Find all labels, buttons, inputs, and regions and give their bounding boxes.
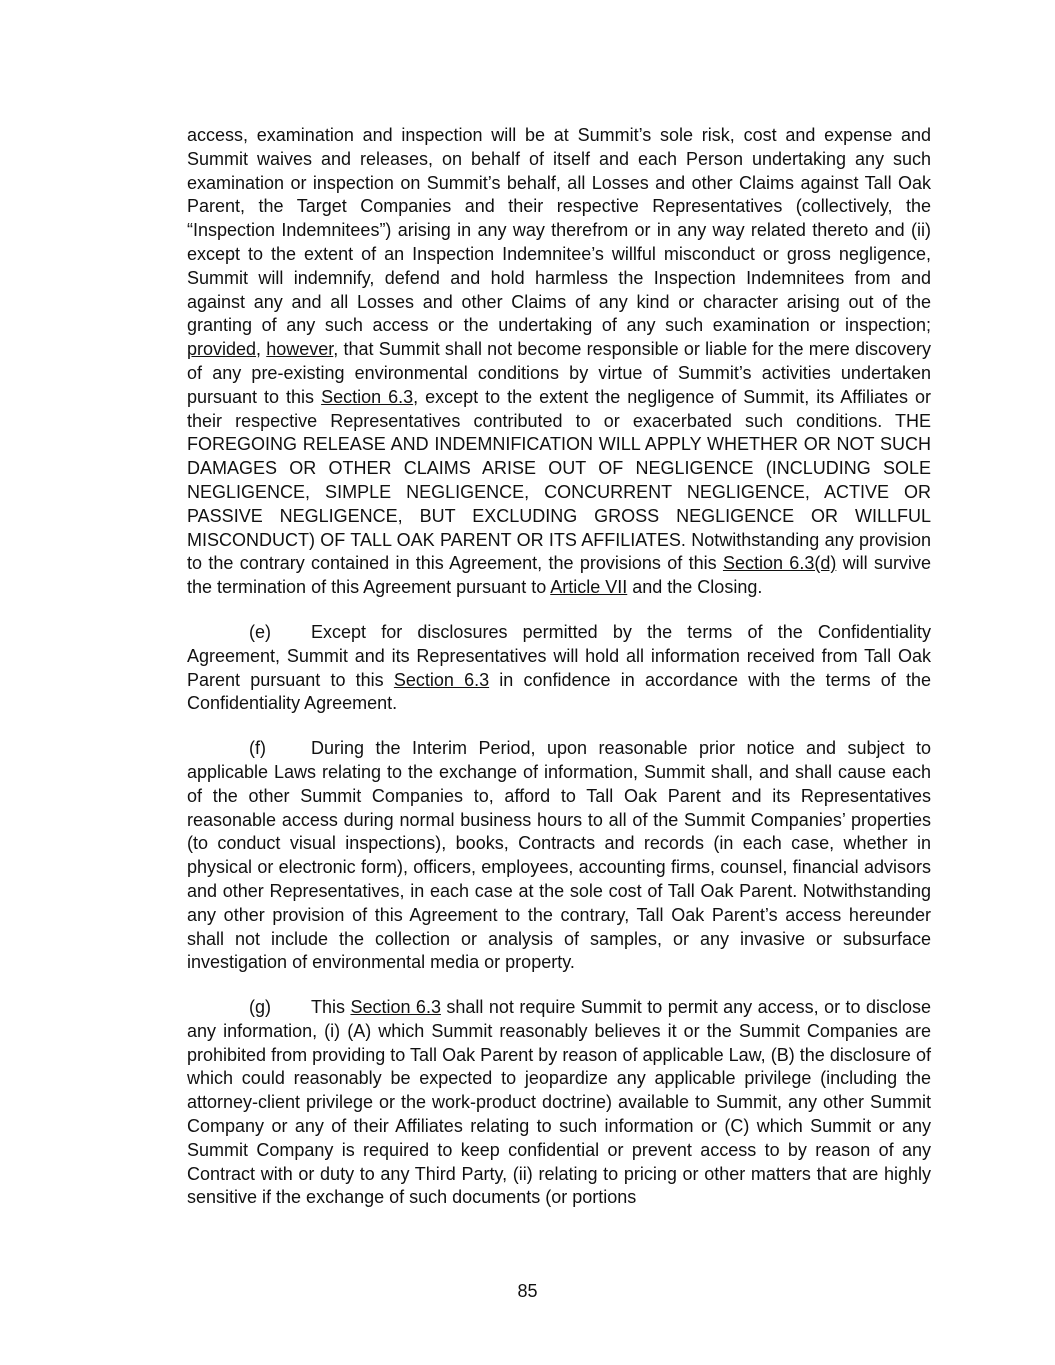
- paragraph-g: [187, 996, 931, 1210]
- text-run: will survive the termination of this Agreement pursuant to: [187, 553, 932, 598]
- text-run: , except to the extent the negligence of Summit, its Affiliates or their respective Representatives contributed to or exacerbated such conditions. THE FOREGOING RELEASE AND INDEMNIFICATION WILL APPLY WHETHER OR NOT SUCH DAMAGES OR OTHER CLAIMS ARISE OUT OF NEGLIGENCE (INCLUDING SOLE NEGLIGENCE, SIMPLE NEGLIGENCE, CONCURRENT NEGLIGENCE, ACTIVE OR PASSIVE NEGLIGENCE, BUT EXCLUDING GROSS NEGLIGENCE OR WILLFUL MISCONDUCT) OF TALL OAK PARENT OR ITS AFFILIATES. Notwithstanding any provision to the contrary contained in this Agreement, the provisions of this: [187, 386, 931, 574]
- page-number: 85: [517, 1281, 538, 1301]
- text-run: This: [311, 997, 351, 1018]
- text-run: and the Closing.: [627, 577, 763, 598]
- paragraph-e: [187, 621, 931, 716]
- however-term: however: [266, 339, 334, 360]
- text-run: , that Summit shall not become responsible or liable for the mere discovery of any pre-existing environmental conditions by virtue of Summit’s activities undertaken pursuant to this: [187, 339, 931, 407]
- article-reference: Article VII: [550, 577, 628, 598]
- paragraph-f: [187, 737, 931, 975]
- text-run: in confidence in accordance with the terms of the Confidentiality Agreement.: [187, 669, 932, 714]
- text-run: Except for disclosures permitted by the terms of the Confidentiality Agreement, Summit and its Representatives will hold all information received from Tall Oak Parent pursuant to this: [187, 621, 931, 690]
- text-run: During the Interim Period, upon reasonable prior notice and subject to applicable Laws relating to the exchange of information, Summit shall, and shall cause each of the other Summit Companies to, afford to Tall Oak Parent and its Representatives reasonable access during normal business hours to all of the Summit Companies’ properties (to conduct visual inspections), books, Contracts and records (in each case, whether in physical or electronic form), officers, employees, accounting firms, counsel, financial advisors and other Representatives, in each case at the sole cost of Tall Oak Parent. Notwithstanding any other provision of this Agreement to the contrary, Tall Oak Parent’s access hereunder shall not include the collection or analysis of samples, or any invasive or subsurface investigation of environmental media or property.: [187, 738, 931, 973]
- text-run: ,: [256, 339, 267, 360]
- text-run: access, examination and inspection will be at Summit’s sole risk, cost and expense and Summit waives and releases, on behalf of itself and each Person undertaking any such examination or inspection on Summit’s behalf, all Losses and other Claims against Tall Oak Parent, the Target Companies and their respective Representatives (collectively, the “Inspection Indemnitees”) arising in any way therefrom or in any way related thereto and (ii) except to the extent of an Inspection Indemnitee’s willful misconduct or gross negligence, Summit will indemnify, defend and hold harmless the Inspection Indemnitees from and against any and all Losses and other Claims of any kind or character arising out of the granting of any such access or the undertaking of any such examination or inspection;: [187, 125, 931, 336]
- paragraph-label: (g): [249, 997, 271, 1018]
- provided-term: provided: [187, 339, 257, 360]
- paragraph-label: (e): [249, 621, 271, 642]
- document-page: [187, 124, 931, 1210]
- section-reference: Section 6.3: [321, 386, 414, 407]
- continuation-paragraph: [187, 124, 931, 600]
- text-run: shall not require Summit to permit any access, or to disclose any information, (i) (A) which Summit reasonably believes it or the Summit Companies are prohibited from providing to Tall Oak Parent by reason of applicable Law, (B) the disclosure of which could reasonably be expected to jeopardize any applicable privilege (including the attorney-client privilege or the work-product doctrine) available to Summit, any other Summit Company or any of their Affiliates relating to such information or (C) which Summit or any Summit Company is required to keep confidential or prevent access to by reason of any Contract with or duty to any Third Party, (ii) relating to pricing or other matters that are highly sensitive if the exchange of such documents (or portions: [187, 997, 932, 1208]
- section-reference: Section 6.3(d): [722, 553, 837, 574]
- section-reference: Section 6.3: [350, 997, 441, 1018]
- paragraph-label: (f): [249, 738, 266, 759]
- section-reference: Section 6.3: [393, 669, 490, 690]
